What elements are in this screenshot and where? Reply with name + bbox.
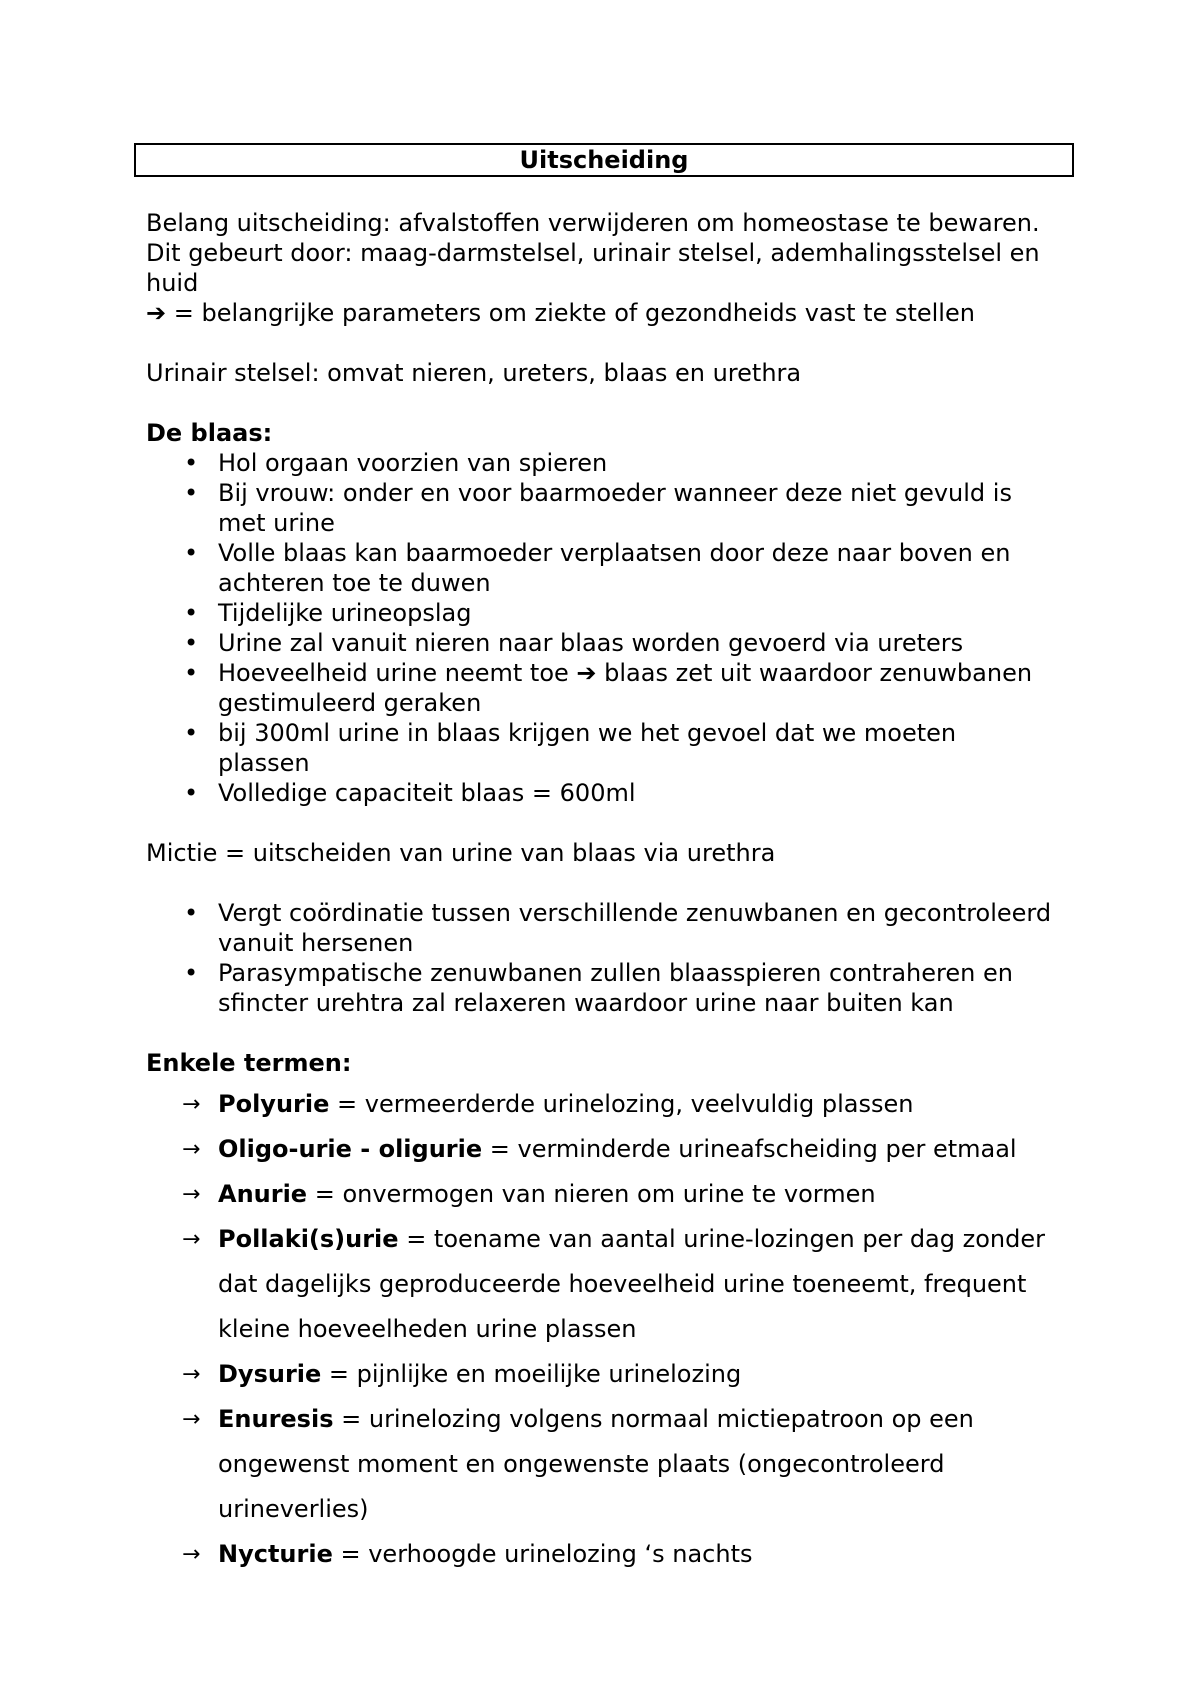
term-definition: = urinelozing volgens normaal mictiepatroon op een (333, 1405, 974, 1433)
bullet-icon: • (184, 779, 199, 807)
bullet-icon: • (184, 959, 199, 987)
term-first-line (218, 1532, 1086, 1577)
page-title-text: Uitscheiding (519, 146, 689, 174)
blaas-bullet-text: Hoeveelheid urine neemt toe ➔ blaas zet uit waardoor zenuwbanen (218, 659, 1033, 687)
blaas-bullet-item (146, 538, 1086, 598)
blaas-bullet-text: met urine (218, 509, 335, 537)
term-definition: = pijnlijke en moeilijke urinelozing (321, 1360, 742, 1388)
mictie-bullet-text: Vergt coördinatie tussen verschillende zenuwbanen en gecontroleerd (218, 899, 1052, 927)
blaas-bullet-item (146, 448, 1086, 478)
mictie-bullet-text: sfincter urehtra zal relaxeren waardoor urine naar buiten kan (218, 989, 954, 1017)
mictie-bullet-text: Parasympatische zenuwbanen zullen blaasspieren contraheren en (218, 959, 1013, 987)
bullet-icon: • (184, 449, 199, 477)
blaas-bullet-item (146, 718, 1086, 778)
blaas-bullet-text: Bij vrouw: onder en voor baarmoeder wanneer deze niet gevuld is (218, 479, 1012, 507)
right-arrow-icon: → (182, 1182, 201, 1207)
blaas-bullet-list (146, 448, 1086, 808)
intro-line-2: Dit gebeurt door: maag-darmstelsel, urinair stelsel, ademhalingsstelsel en (146, 239, 1040, 267)
mictie-bullet-item (146, 898, 1086, 958)
term-item (146, 1172, 1086, 1217)
right-arrow-icon: → (182, 1092, 201, 1117)
blaas-bullet-text: plassen (218, 749, 310, 777)
blaas-bullet-text: gestimuleerd geraken (218, 689, 482, 717)
term-name: Polyurie (218, 1090, 330, 1118)
blaas-bullet-text: Tijdelijke urineopslag (218, 599, 472, 627)
term-first-line (218, 1352, 1086, 1397)
blaas-bullet-text: Urine zal vanuit nieren naar blaas worden gevoerd via ureters (218, 629, 964, 657)
term-definition-continued: ongewenst moment en ongewenste plaats (ongecontroleerd (218, 1450, 945, 1478)
term-name: Anurie (218, 1180, 308, 1208)
blaas-bullet-item (146, 628, 1086, 658)
blaas-bullet-text: Volle blaas kan baarmoeder verplaatsen door deze naar boven en (218, 539, 1011, 567)
blaas-bullet-text: Volledige capaciteit blaas = 600ml (218, 779, 636, 807)
term-name: Pollaki(s)urie (218, 1225, 399, 1253)
mictie-bullet-item (146, 958, 1086, 1018)
term-item (146, 1352, 1086, 1397)
blaas-bullet-item (146, 658, 1086, 718)
blaas-bullet-text: achteren toe te duwen (218, 569, 491, 597)
blaas-bullet-item (146, 598, 1086, 628)
document-body (146, 208, 1086, 1577)
term-item (146, 1397, 1086, 1532)
intro-arrow-text: = belangrijke parameters om ziekte of gezondheids vast te stellen (166, 299, 975, 327)
intro-line-1: Belang uitscheiding: afvalstoffen verwijderen om homeostase te bewaren. (146, 209, 1040, 237)
term-definition: = onvermogen van nieren om urine te vormen (307, 1180, 876, 1208)
term-name: Oligo-urie - oligurie (218, 1135, 483, 1163)
term-item (146, 1082, 1086, 1127)
blaas-bullet-item (146, 778, 1086, 808)
term-name: Dysurie (218, 1360, 322, 1388)
right-arrow-icon: → (182, 1137, 201, 1162)
bullet-icon: • (184, 629, 199, 657)
term-first-line (218, 1127, 1086, 1172)
term-name: Nycturie (218, 1540, 333, 1568)
term-name: Enuresis (218, 1405, 334, 1433)
term-item (146, 1532, 1086, 1577)
right-arrow-icon: → (182, 1407, 201, 1432)
blaas-heading: De blaas: (146, 419, 273, 447)
blaas-bullet-item (146, 478, 1086, 538)
termen-heading: Enkele termen: (146, 1049, 352, 1077)
term-first-line (218, 1082, 1086, 1127)
bullet-icon: • (184, 599, 199, 627)
term-definition: = verhoogde urinelozing ‘s nachts (332, 1540, 753, 1568)
blaas-bullet-text: Hol orgaan voorzien van spieren (218, 449, 608, 477)
term-first-line (218, 1217, 1086, 1262)
page-title (134, 143, 1074, 177)
right-arrow-icon: ➔ (146, 299, 167, 327)
bullet-icon: • (184, 479, 199, 507)
mictie-bullet-text: vanuit hersenen (218, 929, 414, 957)
right-arrow-icon: → (182, 1362, 201, 1387)
term-item (146, 1127, 1086, 1172)
term-definition: = verminderde urineafscheiding per etmaal (482, 1135, 1017, 1163)
mictie-definition: Mictie = uitscheiden van urine van blaas via urethra (146, 839, 776, 867)
intro-line-3: huid (146, 269, 199, 297)
term-definition-continued: dat dagelijks geproduceerde hoeveelheid urine toeneemt, frequent (218, 1270, 1027, 1298)
bullet-icon: • (184, 899, 199, 927)
bullet-icon: • (184, 719, 199, 747)
bullet-icon: • (184, 539, 199, 567)
term-first-line (218, 1397, 1086, 1442)
right-arrow-icon: → (182, 1227, 201, 1252)
mictie-bullet-list (146, 898, 1086, 1018)
right-arrow-icon: → (182, 1542, 201, 1567)
term-item (146, 1217, 1086, 1352)
term-definition: = toename van aantal urine-lozingen per dag zonder (398, 1225, 1045, 1253)
term-definition-continued: urineverlies) (218, 1495, 369, 1523)
urinair-stelsel-line: Urinair stelsel: omvat nieren, ureters, blaas en urethra (146, 359, 802, 387)
term-definition-continued: kleine hoeveelheden urine plassen (218, 1315, 637, 1343)
term-first-line (218, 1172, 1086, 1217)
intro-arrow-line (146, 298, 1086, 328)
term-definition: = vermeerderde urinelozing, veelvuldig plassen (329, 1090, 914, 1118)
blaas-bullet-text: bij 300ml urine in blaas krijgen we het gevoel dat we moeten (218, 719, 957, 747)
bullet-icon: • (184, 659, 199, 687)
termen-list (146, 1082, 1086, 1577)
